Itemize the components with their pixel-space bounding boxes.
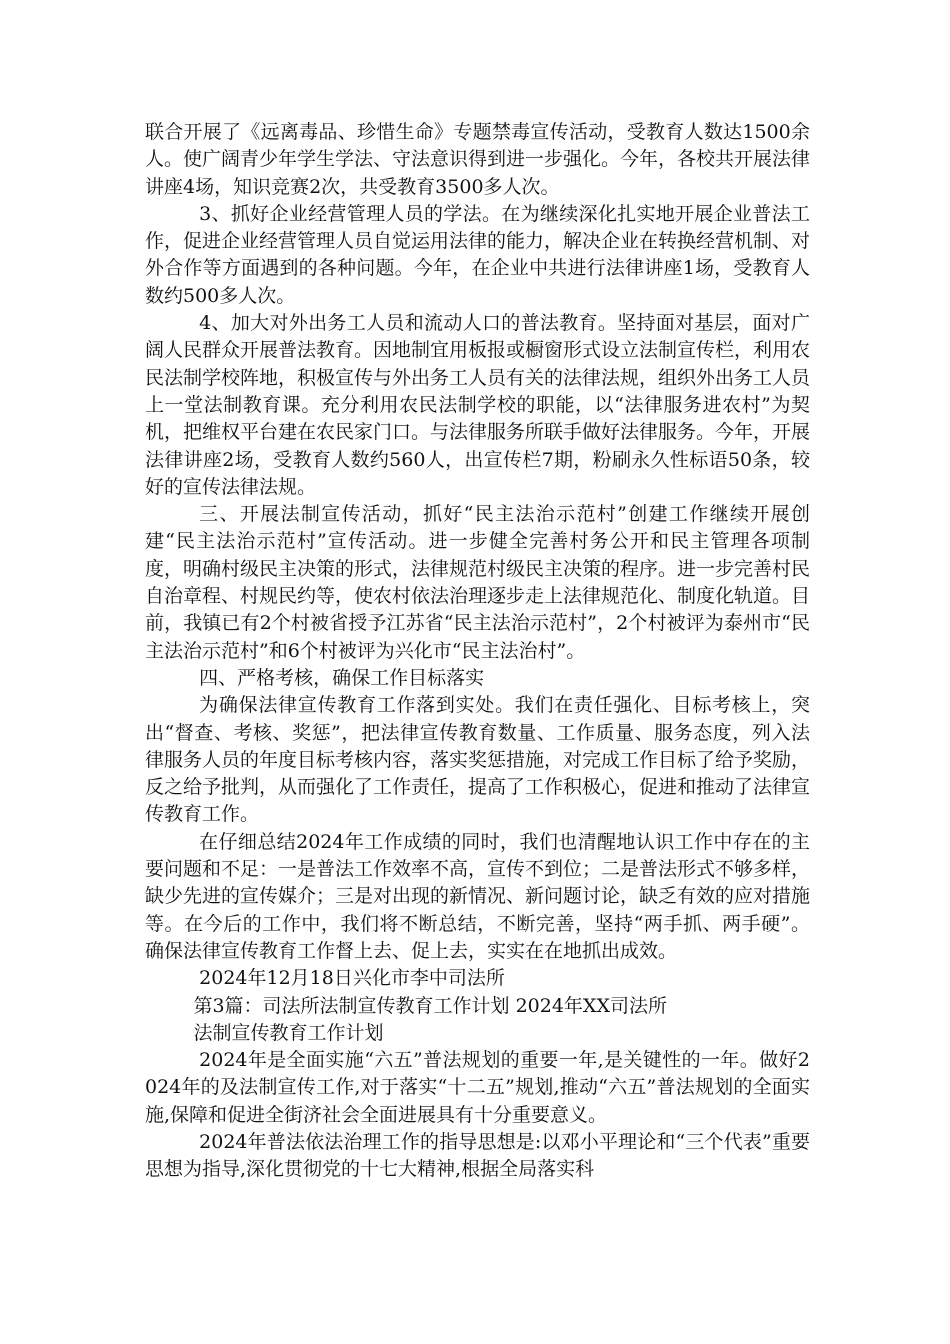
section-heading: 四、严格考核，确保工作目标落实	[199, 666, 485, 689]
paragraph-4: 三、开展法制宣传活动，抓好“民主法治示范村”创建工作继续开展创建“民主法治示范村”宣传活动。进一步健全完善村务公开和民主管理各项制度，明确村级民主决策的形式，法律规范村级民主决策的程序。进一步完善村民自治章程、村规民约等，使农村依法治理逐步走上法律规范化、制度化轨道。目前，我镇已有2个村被省授予江苏省“民主法治示范村”，2个村被评为泰州市“民主法治示范村”和6个村被评为兴化市“民主法治村”。	[145, 503, 811, 662]
chapter-title: 第3篇：司法所法制宣传教育工作计划 2024年XX司法所	[193, 994, 667, 1017]
paragraph-6: 在仔细总结2024年工作成绩的同时，我们也清醒地认识工作中存在的主要问题和不足：一是普法工作效率不高，宣传不到位；二是普法形式不够多样，缺少先进的宣传媒介；三是对出现的新情况、新问题讨论，缺乏有效的应对措施等。在今后的工作中，我们将不断总结，不断完善，坚持“两手抓、两手硬”。确保法律宣传教育工作督上去、促上去，实实在在地抓出成效。	[145, 830, 811, 962]
paragraph-3: 4、加大对外出务工人员和流动人口的普法教育。坚持面对基层，面对广阔人民群众开展普法教育。因地制宜用板报或橱窗形式设立法制宣传栏，利用农民法制学校阵地，积极宣传与外出务工人员有关的法律法规，组织外出务工人员上一堂法制教育课。充分利用农民法制学校的职能，以“法律服务进农村”为契机，把维权平台建在农民家门口。与法律服务所联手做好法律服务。今年，开展法律讲座2场，受教育人数约560人，出宣传栏7期，粉刷永久性标语50条，较好的宣传法律法规。	[145, 312, 811, 498]
paragraph-5: 为确保法律宣传教育工作落到实处。我们在责任强化、目标考核上，突出“督查、考核、奖惩”，把法律宣传教育数量、工作质量、服务态度，列入法律服务人员的年度目标考核内容，落实奖惩措施，对完成工作目标了给予奖励，反之给予批判，从而强化了工作责任，提高了工作积极心，促进和推动了法律宣传教育工作。	[145, 694, 811, 826]
plan-title: 法制宣传教育工作计划	[193, 1021, 384, 1044]
signature-date: 2024年12月18日兴化市李中司法所	[199, 967, 505, 990]
paragraph-7: 2024年是全面实施“六五”普法规划的重要一年,是关键性的一年。做好2024年的及法制宣传工作,对于落实“十二五”规划,推动“六五”普法规划的全面实施,保障和促进全街济社会全面进展具有十分重要意义。	[145, 1049, 810, 1126]
paragraph-2: 3、抓好企业经营管理人员的学法。在为继续深化扎实地开展企业普法工作，促进企业经营管理人员自觉运用法律的能力，解决企业在转换经营机制、对外合作等方面遇到的各种问题。今年，在企业中共进行法律讲座1场，受教育人数约500多人次。	[145, 202, 811, 307]
paragraph-1: 联合开展了《远离毒品、珍惜生命》专题禁毒宣传活动，受教育人数达1500余人。使广阔青少年学生学法、守法意识得到进一步强化。今年，各校共开展法律讲座4场，知识竞赛2次，共受教育3500多人次。	[145, 121, 811, 198]
paragraph-8: 2024年普法依法治理工作的指导思想是:以邓小平理论和“三个代表”重要思想为指导,深化贯彻党的十七大精神,根据全局落实科	[145, 1130, 810, 1181]
document-page	[145, 119, 810, 1184]
